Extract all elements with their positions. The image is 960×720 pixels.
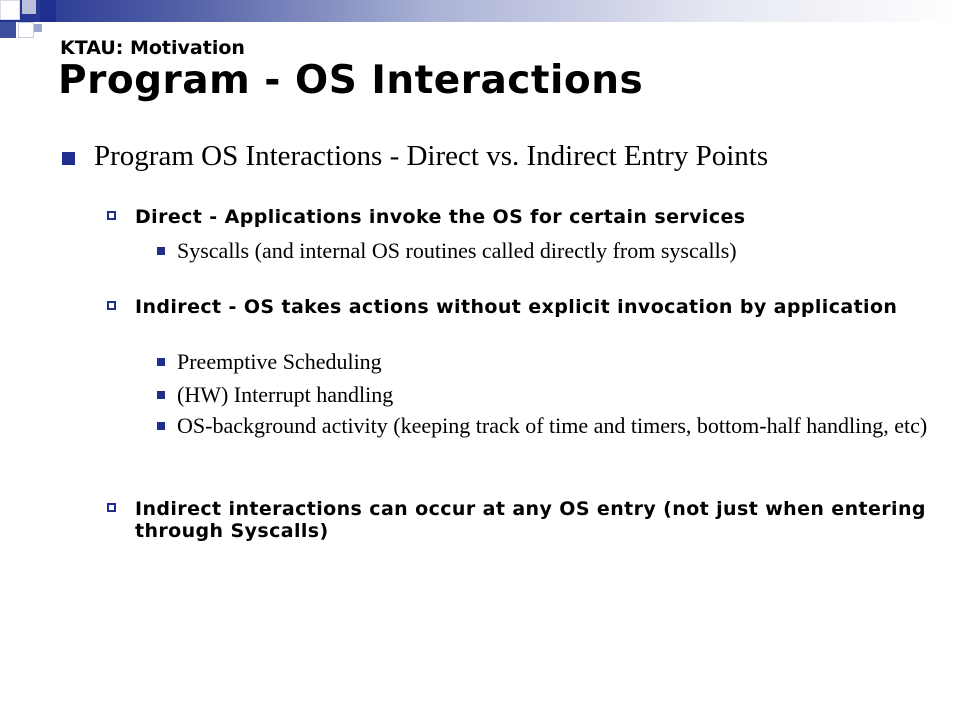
- square-bullet-icon: [157, 358, 165, 366]
- level1-bullet-text: Program OS Interactions - Direct vs. Indirect Entry Points: [94, 140, 769, 172]
- decor-square: [0, 22, 16, 38]
- square-bullet-icon: [157, 391, 165, 399]
- section-heading-text: Direct - Applications invoke the OS for certain services: [135, 206, 746, 228]
- section-direct-heading: [107, 206, 937, 228]
- list-item: [157, 238, 947, 264]
- decor-square: [40, 0, 56, 22]
- hollow-square-bullet-icon: [107, 503, 116, 512]
- decor-square: [22, 0, 36, 14]
- section-heading-text: Indirect interactions can occur at any OS entry (not just when entering through Syscalls): [135, 498, 926, 542]
- decor-square: [34, 24, 42, 32]
- list-item-text: Preemptive Scheduling: [177, 349, 382, 374]
- list-item: [157, 349, 947, 375]
- list-item-text: Syscalls (and internal OS routines called directly from syscalls): [177, 238, 737, 263]
- list-item-text: OS-background activity (keeping track of time and timers, bottom-half handling, etc): [177, 413, 928, 438]
- hollow-square-bullet-icon: [107, 301, 116, 310]
- section-entry-heading: [107, 498, 937, 542]
- square-bullet-icon: [157, 422, 165, 430]
- list-item: [157, 413, 947, 439]
- list-item: [157, 382, 947, 408]
- slide-subtitle: KTAU: Motivation: [60, 37, 245, 59]
- list-item-text: (HW) Interrupt handling: [177, 382, 394, 407]
- decor-square: [0, 0, 20, 20]
- square-bullet-icon: [62, 152, 75, 165]
- decor-square: [18, 22, 34, 38]
- slide-title: Program - OS Interactions: [58, 58, 644, 103]
- section-indirect-heading: [107, 296, 937, 318]
- header-gradient-bar: [0, 0, 960, 22]
- hollow-square-bullet-icon: [107, 211, 116, 220]
- section-heading-text: Indirect - OS takes actions without explicit invocation by application: [135, 296, 898, 318]
- square-bullet-icon: [157, 247, 165, 255]
